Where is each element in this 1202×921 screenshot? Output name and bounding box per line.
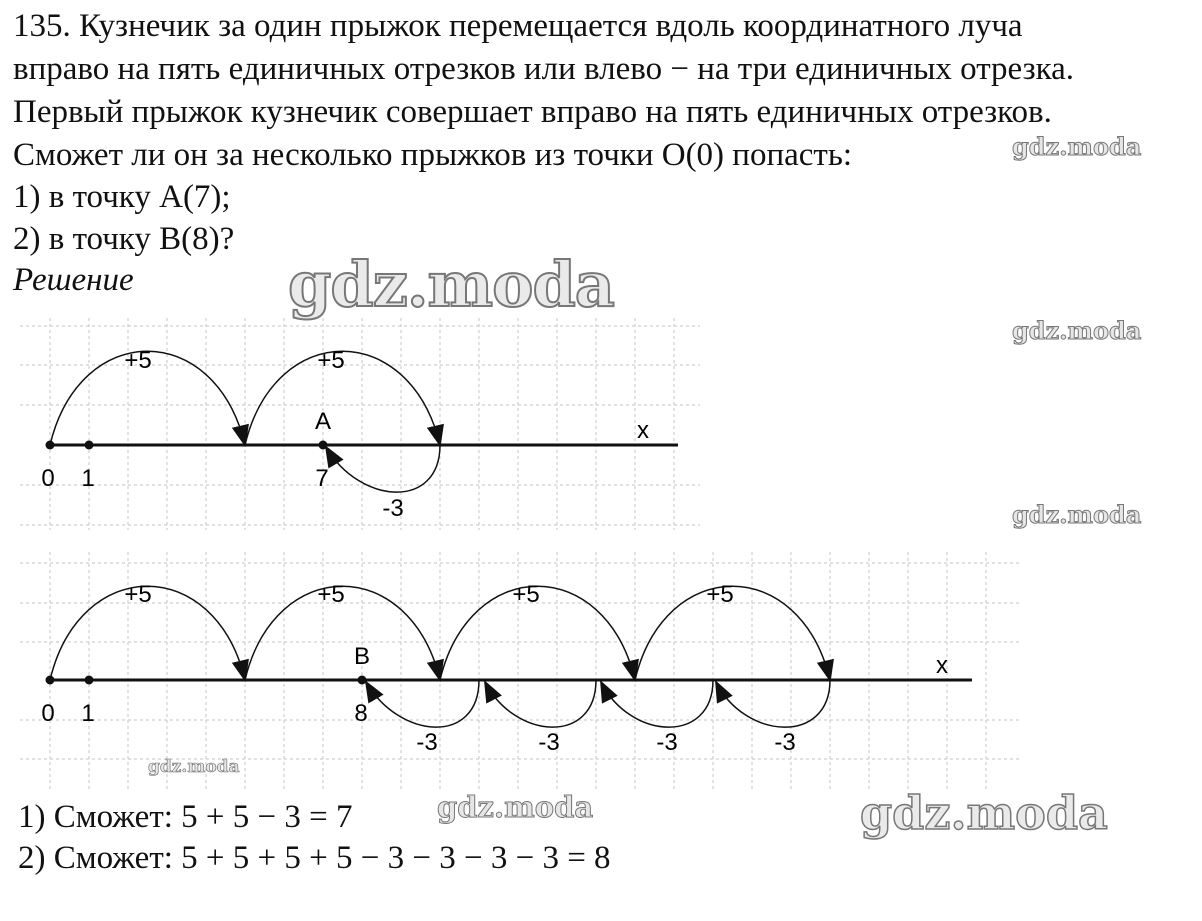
label-plus5-b-1: +5 <box>124 581 152 608</box>
problem-line-2: вправо на пять единичных отрезков или влево − на три единичных отрезка. <box>13 51 1075 87</box>
label-minus3-a: -3 <box>382 495 404 522</box>
problem-line-4: Сможет ли он за несколько прыжков из точки O(0) попасть: <box>13 137 853 173</box>
watermark-bottom-center: gdz.moda <box>437 790 594 824</box>
watermark-mid-right-1: gdz.moda <box>1012 316 1142 345</box>
label-x-a: x <box>637 417 649 444</box>
unit-point-a <box>85 441 94 450</box>
problem-line-3: Первый прыжок кузнечик совершает вправо на пять единичных отрезков. <box>13 94 1052 130</box>
problem-line-5: 1) в точку A(7); <box>13 179 231 215</box>
label-plus5-b-3: +5 <box>512 581 540 608</box>
label-plus5-a-1: +5 <box>124 347 152 374</box>
watermark-mid-right-2: gdz.moda <box>1012 500 1142 529</box>
label-point-a-name: A <box>314 408 332 435</box>
watermark-bottom-right: gdz.moda <box>860 786 1108 840</box>
label-origin-a: 0 <box>41 465 55 492</box>
watermark-top-right: gdz.moda <box>1012 132 1142 161</box>
unit-point-b <box>85 676 94 685</box>
label-origin-b: 0 <box>41 700 55 727</box>
label-unit-b: 1 <box>81 700 95 727</box>
label-x-b: x <box>936 652 948 679</box>
watermark-large: gdz.moda <box>288 248 614 321</box>
label-point-a-value: 7 <box>315 465 329 492</box>
label-minus3-b-1: -3 <box>416 729 438 756</box>
label-minus3-b-3: -3 <box>656 729 678 756</box>
label-plus5-b-4: +5 <box>706 581 734 608</box>
label-unit-a: 1 <box>81 465 95 492</box>
problem-line-6: 2) в точку B(8)? <box>13 221 235 257</box>
label-point-b-name: B <box>353 643 371 670</box>
point-b <box>358 676 367 685</box>
label-minus3-b-4: -3 <box>774 729 796 756</box>
watermark-small-left: gdz.moda <box>148 757 240 777</box>
label-point-b-value: 8 <box>354 700 368 727</box>
label-minus3-b-2: -3 <box>538 729 560 756</box>
label-plus5-a-2: +5 <box>317 347 345 374</box>
answer-2: 2) Сможет: 5 + 5 + 5 + 5 − 3 − 3 − 3 − 3 = 8 <box>18 840 611 876</box>
label-plus5-b-2: +5 <box>317 581 345 608</box>
answer-1: 1) Сможет: 5 + 5 − 3 = 7 <box>18 799 353 835</box>
problem-line-1: 135. Кузнечик за один прыжок перемещается вдоль координатного луча <box>13 8 1023 44</box>
solution-label: Решение <box>13 262 134 298</box>
grid-a <box>20 318 700 530</box>
